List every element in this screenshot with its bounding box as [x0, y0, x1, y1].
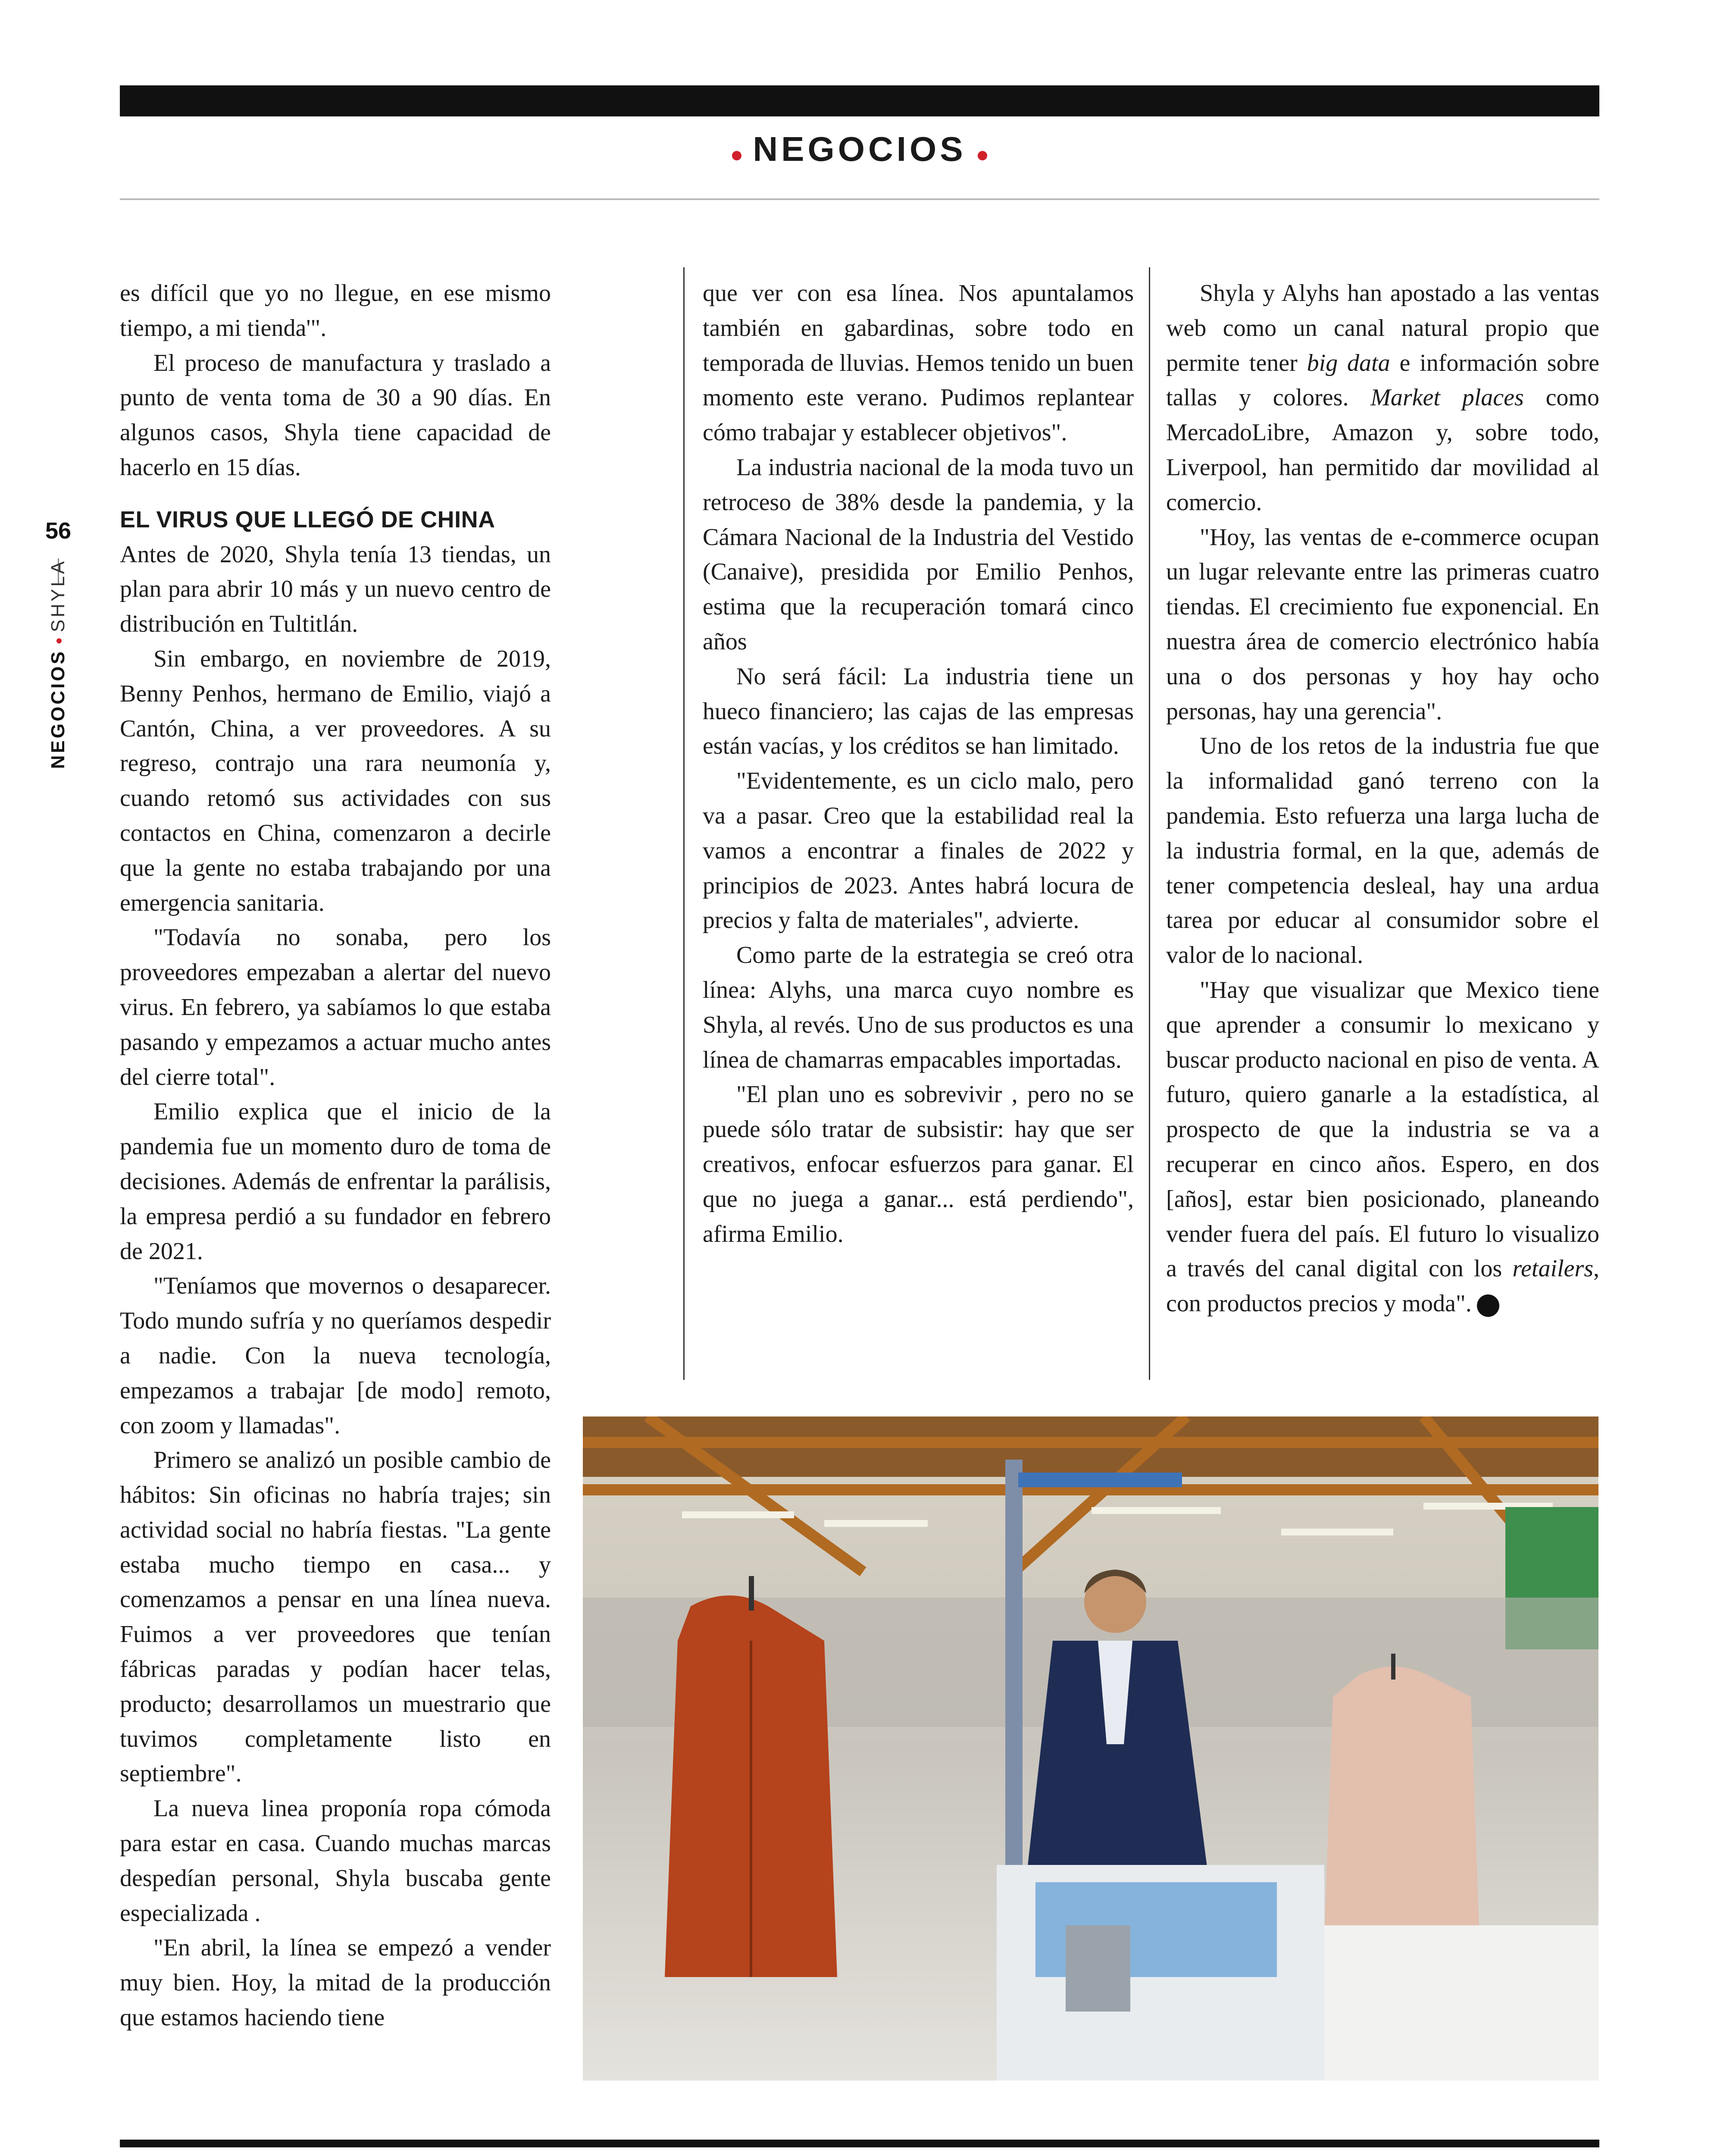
- article-column-3: [1166, 276, 1599, 1321]
- paragraph: "Todavía no sonaba, pero los proveedores empezaban a alertar del nuevo virus. En febrero, ya sabíamos lo que estaba pasando y empezamos a actuar mucho antes del cierre total".: [120, 924, 551, 1091]
- paragraph: No será fácil: La industria tiene un hueco financiero; las cajas de las empresas están vacías, y los créditos se han limitado.: [703, 663, 1134, 760]
- page-folio: [43, 517, 73, 819]
- header-bar: [120, 85, 1599, 116]
- red-dot-icon: [732, 151, 741, 160]
- paragraph: "El plan uno es sobrevivir , pero no se puede sólo tratar de subsistir: hay que ser creativos, enfocar esfuerzos para ganar. El que no juega a ganar... está perdiendo", afirma Emilio.: [703, 1081, 1134, 1247]
- paragraph: La nueva linea proponía ropa cómoda para estar en casa. Cuando muchas marcas despedían personal, Shyla buscaba gente especializada .: [120, 1795, 551, 1927]
- article-photo: [583, 1416, 1598, 2081]
- paragraph: [1166, 276, 1599, 520]
- header-rule: [120, 198, 1599, 200]
- italic-term: big data: [1307, 349, 1390, 376]
- running-head-section: NEGOCIOS: [47, 649, 69, 769]
- paragraph: "Teníamos que movernos o desaparecer. Todo mundo sufría y no queríamos despedir a nadie. Con la nueva tecnología, empezamos a trabajar [de modo] remoto, con zoom y llamadas".: [120, 1272, 551, 1439]
- red-dot-icon: [56, 638, 62, 643]
- paragraph: Antes de 2020, Shyla tenía 13 tiendas, un plan para abrir 10 más y un nuevo centro de distribución en Tultitlán.: [120, 541, 551, 638]
- page-number: 56: [45, 518, 72, 544]
- forbes-end-mark-icon: F: [1477, 1294, 1499, 1317]
- text-run: como MercadoLibre, Amazon y, sobre todo, Liverpool, han permitido dar movilidad al comercio.: [1166, 384, 1599, 516]
- footer-bar: [120, 2140, 1599, 2147]
- article-column-1: [120, 276, 551, 2035]
- section-header: [120, 129, 1599, 169]
- paragraph: Como parte de la estrategia se creó otra línea: Alyhs, una marca cuyo nombre es Shyla, al revés. Uno de sus productos es una línea de chamarras empacables importadas.: [703, 942, 1134, 1073]
- text-run: e información sobre tallas y colores.: [1166, 349, 1600, 411]
- text-run: , con productos precios y moda".: [1166, 1255, 1599, 1317]
- italic-term: Market places: [1370, 384, 1524, 411]
- text-run: Shyla y Alyhs han apostado a las ventas web como un canal natural propio que permite tener: [1166, 280, 1599, 376]
- paragraph: Emilio explica que el inicio de la pandemia fue un momento duro de toma de decisiones. Además de enfrentar la parálisis, la empresa perdió a su fundador en febrero de 2021.: [120, 1098, 551, 1265]
- column-divider: [683, 267, 685, 1380]
- subheading: EL VIRUS QUE LLEGÓ DE CHINA: [120, 506, 495, 533]
- red-dot-icon: [978, 151, 987, 160]
- paragraph: [1166, 973, 1599, 1321]
- paragraph: Uno de los retos de la industria fue que la informalidad ganó terreno con la pandemia. Esto refuerza una larga lucha de la industria formal, en la que, además de tener competencia desleal, hay una ardua tarea por educar al consumidor sobre el valor de lo nacional.: [1166, 733, 1599, 969]
- column-divider: [1149, 267, 1150, 1380]
- running-head-subsection: SHYLA: [47, 559, 69, 633]
- paragraph: "Evidentemente, es un ciclo malo, pero va a pasar. Creo que la estabilidad real la vamos a encontrar a finales de 2022 y principios de 2023. Antes habrá locura de precios y falta de materiales", advierte.: [703, 768, 1134, 934]
- paragraph: que ver con esa línea. Nos apuntalamos también en gabardinas, sobre todo en temporada de lluvias. Hemos tenido un buen momento este verano. Pudimos replantear cómo trabajar y establecer objetivos".: [703, 280, 1134, 446]
- paragraph: Primero se analizó un posible cambio de hábitos: Sin oficinas no habría trajes; sin actividad social no habría fiestas. "La gente estaba mucho tiempo en casa... y comenzamos a pensar en una línea nueva. Fuimos a ver proveedores que tenían fábricas paradas y podían hacer telas, producto; desarrollamos un muestrario que tuvimos completamente listo en septiembre".: [120, 1447, 551, 1787]
- factory-photo-illustration: [583, 1416, 1598, 2081]
- paragraph: "Hoy, las ventas de e-commerce ocupan un lugar relevante entre las primeras cuatro tiendas. El crecimiento fue exponencial. En nuestra área de comercio electrónico había una o dos personas y hoy hay ocho personas, hay una gerencia".: [1166, 523, 1599, 725]
- paragraph: es difícil que yo no llegue, en ese mismo tiempo, a mi tienda'".: [120, 280, 551, 342]
- paragraph: El proceso de manufactura y traslado a punto de venta toma de 30 a 90 días. En algunos casos, Shyla tiene capacidad de hacerlo en 15 días.: [120, 349, 551, 481]
- paragraph: Sin embargo, en noviembre de 2019, Benny Penhos, hermano de Emilio, viajó a Cantón, China, a ver proveedores. A su regreso, contrajo una rara neumonía y, cuando retomó sus actividades con sus contactos en China, comenzaron a decirle que la gente no estaba trabajando por una emergencia sanitaria.: [120, 645, 551, 916]
- paragraph: La industria nacional de la moda tuvo un retroceso de 38% desde la pandemia, y la Cámara Nacional de la Industria del Vestido (Canaive), presidida por Emilio Penhos, estima que la recuperación tomará cinco años: [703, 454, 1134, 655]
- text-run: "Hay que visualizar que Mexico tiene que aprender a consumir lo mexicano y buscar producto nacional en piso de venta. A futuro, quiero ganarle a la estadística, al prospecto de que la industria se va a recuperar en cinco años. Espero, en dos [años], estar bien posicionado, planeando vender fuera del país. El futuro lo visualizo a través del canal digital con los: [1166, 976, 1599, 1282]
- article-column-2: [703, 276, 1134, 1251]
- running-head: [47, 559, 69, 769]
- section-label: NEGOCIOS: [753, 130, 967, 168]
- italic-term: retailers: [1512, 1255, 1593, 1282]
- paragraph: "En abril, la línea se empezó a vender muy bien. Hoy, la mitad de la producción que estamos haciendo tiene: [120, 1934, 551, 2031]
